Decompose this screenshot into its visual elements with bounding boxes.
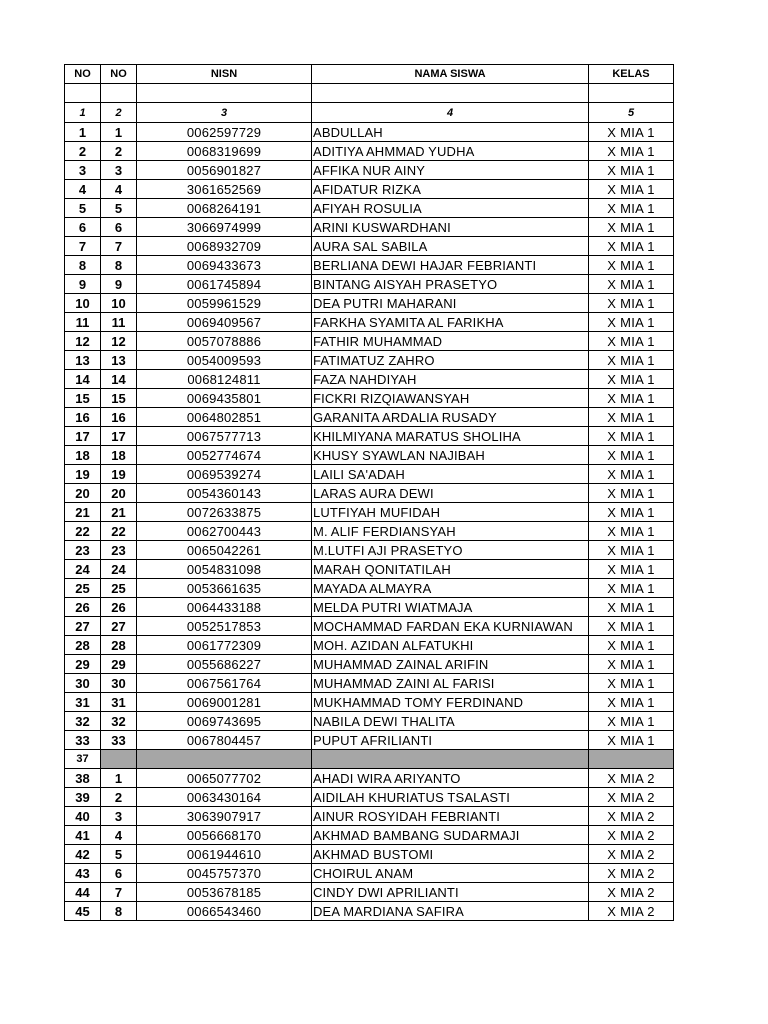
student-name: AFIYAH ROSULIA bbox=[312, 199, 589, 218]
nisn-cell: 0064433188 bbox=[137, 598, 312, 617]
shaded-cell bbox=[101, 750, 137, 769]
class-cell: X MIA 1 bbox=[589, 123, 674, 142]
table-row bbox=[65, 807, 674, 826]
row-number: 25 bbox=[65, 579, 101, 598]
nisn-cell: 3066974999 bbox=[137, 218, 312, 237]
class-number: 8 bbox=[101, 902, 137, 921]
student-name: AFFIKA NUR AINY bbox=[312, 161, 589, 180]
table-row bbox=[65, 256, 674, 275]
shaded-cell bbox=[589, 750, 674, 769]
empty-cell bbox=[312, 84, 589, 103]
nisn-cell: 0068124811 bbox=[137, 370, 312, 389]
row-number: 3 bbox=[65, 161, 101, 180]
row-number: 26 bbox=[65, 598, 101, 617]
table-row bbox=[65, 294, 674, 313]
nisn-cell: 0045757370 bbox=[137, 864, 312, 883]
row-number: 5 bbox=[65, 199, 101, 218]
class-number: 18 bbox=[101, 446, 137, 465]
student-name: KHILMIYANA MARATUS SHOLIHA bbox=[312, 427, 589, 446]
class-cell: X MIA 1 bbox=[589, 446, 674, 465]
student-name: FATHIR MUHAMMAD bbox=[312, 332, 589, 351]
row-number: 14 bbox=[65, 370, 101, 389]
row-number: 40 bbox=[65, 807, 101, 826]
shaded-cell bbox=[312, 750, 589, 769]
class-cell: X MIA 1 bbox=[589, 237, 674, 256]
class-number: 17 bbox=[101, 427, 137, 446]
nisn-cell: 0057078886 bbox=[137, 332, 312, 351]
nisn-cell: 3061652569 bbox=[137, 180, 312, 199]
nisn-cell: 0067577713 bbox=[137, 427, 312, 446]
student-name: MUHAMMAD ZAINI AL FARISI bbox=[312, 674, 589, 693]
class-number: 31 bbox=[101, 693, 137, 712]
student-name: DEA MARDIANA SAFIRA bbox=[312, 902, 589, 921]
class-cell: X MIA 1 bbox=[589, 636, 674, 655]
class-number: 26 bbox=[101, 598, 137, 617]
class-mia1-rows bbox=[65, 123, 674, 750]
class-cell: X MIA 1 bbox=[589, 617, 674, 636]
nisn-cell: 0069743695 bbox=[137, 712, 312, 731]
table-row bbox=[65, 484, 674, 503]
student-name: FAZA NAHDIYAH bbox=[312, 370, 589, 389]
nisn-cell: 0064802851 bbox=[137, 408, 312, 427]
table-row bbox=[65, 769, 674, 788]
header-nisn: NISN bbox=[137, 65, 312, 84]
class-cell: X MIA 1 bbox=[589, 655, 674, 674]
student-name: ARINI KUSWARDHANI bbox=[312, 218, 589, 237]
class-number: 5 bbox=[101, 845, 137, 864]
row-number: 27 bbox=[65, 617, 101, 636]
nisn-cell: 0068264191 bbox=[137, 199, 312, 218]
student-name: DEA PUTRI MAHARANI bbox=[312, 294, 589, 313]
table-row bbox=[65, 541, 674, 560]
class-number: 11 bbox=[101, 313, 137, 332]
class-number: 33 bbox=[101, 731, 137, 750]
row-number: 21 bbox=[65, 503, 101, 522]
class-number: 23 bbox=[101, 541, 137, 560]
student-name: AIDILAH KHURIATUS TSALASTI bbox=[312, 788, 589, 807]
class-number: 3 bbox=[101, 161, 137, 180]
nisn-cell: 0062597729 bbox=[137, 123, 312, 142]
student-name: AKHMAD BAMBANG SUDARMAJI bbox=[312, 826, 589, 845]
class-cell: X MIA 1 bbox=[589, 579, 674, 598]
empty-cell bbox=[65, 84, 101, 103]
header-row bbox=[65, 65, 674, 84]
column-number: 2 bbox=[101, 103, 137, 123]
row-number: 15 bbox=[65, 389, 101, 408]
class-cell: X MIA 1 bbox=[589, 332, 674, 351]
student-name: PUPUT AFRILIANTI bbox=[312, 731, 589, 750]
class-cell: X MIA 2 bbox=[589, 864, 674, 883]
student-name: LAILI SA'ADAH bbox=[312, 465, 589, 484]
row-number: 17 bbox=[65, 427, 101, 446]
nisn-cell: 0054360143 bbox=[137, 484, 312, 503]
class-number: 3 bbox=[101, 807, 137, 826]
class-cell: X MIA 2 bbox=[589, 902, 674, 921]
table-row bbox=[65, 161, 674, 180]
class-number: 22 bbox=[101, 522, 137, 541]
row-number: 10 bbox=[65, 294, 101, 313]
class-number: 24 bbox=[101, 560, 137, 579]
class-number: 28 bbox=[101, 636, 137, 655]
table-row bbox=[65, 142, 674, 161]
table-row bbox=[65, 636, 674, 655]
table-row bbox=[65, 218, 674, 237]
nisn-cell: 0068319699 bbox=[137, 142, 312, 161]
table-row bbox=[65, 579, 674, 598]
table-row bbox=[65, 199, 674, 218]
nisn-cell: 0061745894 bbox=[137, 275, 312, 294]
nisn-cell: 0067561764 bbox=[137, 674, 312, 693]
row-number: 29 bbox=[65, 655, 101, 674]
table-row bbox=[65, 902, 674, 921]
row-number: 32 bbox=[65, 712, 101, 731]
nisn-cell: 0061944610 bbox=[137, 845, 312, 864]
nisn-cell: 0069001281 bbox=[137, 693, 312, 712]
class-cell: X MIA 1 bbox=[589, 142, 674, 161]
class-number: 2 bbox=[101, 142, 137, 161]
class-cell: X MIA 1 bbox=[589, 503, 674, 522]
class-number: 4 bbox=[101, 826, 137, 845]
student-name: LUTFIYAH MUFIDAH bbox=[312, 503, 589, 522]
class-cell: X MIA 1 bbox=[589, 256, 674, 275]
class-mia2-rows bbox=[65, 769, 674, 921]
row-number: 41 bbox=[65, 826, 101, 845]
row-number: 33 bbox=[65, 731, 101, 750]
table-row bbox=[65, 503, 674, 522]
nisn-cell: 0067804457 bbox=[137, 731, 312, 750]
table-row bbox=[65, 180, 674, 199]
class-number: 21 bbox=[101, 503, 137, 522]
class-number: 8 bbox=[101, 256, 137, 275]
student-name: CHOIRUL ANAM bbox=[312, 864, 589, 883]
table-row bbox=[65, 427, 674, 446]
class-cell: X MIA 2 bbox=[589, 788, 674, 807]
table-row bbox=[65, 123, 674, 142]
nisn-cell: 0066543460 bbox=[137, 902, 312, 921]
nisn-cell: 0069539274 bbox=[137, 465, 312, 484]
class-cell: X MIA 1 bbox=[589, 180, 674, 199]
student-name: MELDA PUTRI WIATMAJA bbox=[312, 598, 589, 617]
table-row bbox=[65, 370, 674, 389]
table-row bbox=[65, 465, 674, 484]
class-number: 1 bbox=[101, 123, 137, 142]
class-cell: X MIA 1 bbox=[589, 484, 674, 503]
class-number: 27 bbox=[101, 617, 137, 636]
class-number: 7 bbox=[101, 237, 137, 256]
class-number: 30 bbox=[101, 674, 137, 693]
student-name: MUKHAMMAD TOMY FERDINAND bbox=[312, 693, 589, 712]
row-number: 18 bbox=[65, 446, 101, 465]
student-name: ABDULLAH bbox=[312, 123, 589, 142]
student-name: AFIDATUR RIZKA bbox=[312, 180, 589, 199]
class-number: 12 bbox=[101, 332, 137, 351]
column-number-row bbox=[65, 103, 674, 123]
nisn-cell: 0056668170 bbox=[137, 826, 312, 845]
class-cell: X MIA 1 bbox=[589, 313, 674, 332]
empty-cell bbox=[101, 84, 137, 103]
row-number: 38 bbox=[65, 769, 101, 788]
table-row bbox=[65, 864, 674, 883]
class-cell: X MIA 1 bbox=[589, 541, 674, 560]
table-row bbox=[65, 712, 674, 731]
student-name: FICKRI RIZQIAWANSYAH bbox=[312, 389, 589, 408]
student-name: BERLIANA DEWI HAJAR FEBRIANTI bbox=[312, 256, 589, 275]
table-row bbox=[65, 883, 674, 902]
class-cell: X MIA 1 bbox=[589, 731, 674, 750]
separator-no: 37 bbox=[65, 750, 101, 769]
nisn-cell: 0055686227 bbox=[137, 655, 312, 674]
class-number: 1 bbox=[101, 769, 137, 788]
row-number: 13 bbox=[65, 351, 101, 370]
student-name: FARKHA SYAMITA AL FARIKHA bbox=[312, 313, 589, 332]
nisn-cell: 0054831098 bbox=[137, 560, 312, 579]
student-name: AKHMAD BUSTOMI bbox=[312, 845, 589, 864]
nisn-cell: 0065077702 bbox=[137, 769, 312, 788]
row-number: 1 bbox=[65, 123, 101, 142]
row-number: 24 bbox=[65, 560, 101, 579]
nisn-cell: 0069433673 bbox=[137, 256, 312, 275]
row-number: 4 bbox=[65, 180, 101, 199]
row-number: 11 bbox=[65, 313, 101, 332]
class-cell: X MIA 1 bbox=[589, 294, 674, 313]
nisn-cell: 0061772309 bbox=[137, 636, 312, 655]
class-cell: X MIA 2 bbox=[589, 845, 674, 864]
student-name: BINTANG AISYAH PRASETYO bbox=[312, 275, 589, 294]
class-cell: X MIA 1 bbox=[589, 693, 674, 712]
table-row bbox=[65, 351, 674, 370]
separator-row bbox=[65, 750, 674, 769]
student-name: M. ALIF FERDIANSYAH bbox=[312, 522, 589, 541]
class-number: 20 bbox=[101, 484, 137, 503]
nisn-cell: 0072633875 bbox=[137, 503, 312, 522]
student-name: MUHAMMAD ZAINAL ARIFIN bbox=[312, 655, 589, 674]
student-name: CINDY DWI APRILIANTI bbox=[312, 883, 589, 902]
student-name: LARAS AURA DEWI bbox=[312, 484, 589, 503]
class-cell: X MIA 1 bbox=[589, 712, 674, 731]
table-row bbox=[65, 655, 674, 674]
class-number: 29 bbox=[101, 655, 137, 674]
nisn-cell: 0056901827 bbox=[137, 161, 312, 180]
class-number: 15 bbox=[101, 389, 137, 408]
student-name: GARANITA ARDALIA RUSADY bbox=[312, 408, 589, 427]
class-cell: X MIA 1 bbox=[589, 427, 674, 446]
nisn-cell: 0053661635 bbox=[137, 579, 312, 598]
row-number: 7 bbox=[65, 237, 101, 256]
row-number: 9 bbox=[65, 275, 101, 294]
student-name: ADITIYA AHMMAD YUDHA bbox=[312, 142, 589, 161]
student-name: NABILA DEWI THALITA bbox=[312, 712, 589, 731]
header-no: NO bbox=[65, 65, 101, 84]
student-name: MOCHAMMAD FARDAN EKA KURNIAWAN bbox=[312, 617, 589, 636]
row-number: 45 bbox=[65, 902, 101, 921]
student-name: KHUSY SYAWLAN NAJIBAH bbox=[312, 446, 589, 465]
table-row bbox=[65, 389, 674, 408]
row-number: 19 bbox=[65, 465, 101, 484]
header-no-class: NO bbox=[101, 65, 137, 84]
row-number: 44 bbox=[65, 883, 101, 902]
row-number: 39 bbox=[65, 788, 101, 807]
table-row bbox=[65, 522, 674, 541]
class-cell: X MIA 1 bbox=[589, 370, 674, 389]
class-cell: X MIA 1 bbox=[589, 598, 674, 617]
nisn-cell: 0069409567 bbox=[137, 313, 312, 332]
separator-block bbox=[65, 750, 674, 769]
class-number: 19 bbox=[101, 465, 137, 484]
table-row bbox=[65, 446, 674, 465]
table-row bbox=[65, 275, 674, 294]
student-name: AURA SAL SABILA bbox=[312, 237, 589, 256]
class-number: 16 bbox=[101, 408, 137, 427]
class-cell: X MIA 2 bbox=[589, 807, 674, 826]
class-number: 4 bbox=[101, 180, 137, 199]
class-cell: X MIA 1 bbox=[589, 351, 674, 370]
class-cell: X MIA 1 bbox=[589, 161, 674, 180]
class-number: 6 bbox=[101, 218, 137, 237]
row-number: 42 bbox=[65, 845, 101, 864]
table-row bbox=[65, 560, 674, 579]
class-cell: X MIA 1 bbox=[589, 674, 674, 693]
student-name: FATIMATUZ ZAHRO bbox=[312, 351, 589, 370]
table-row bbox=[65, 693, 674, 712]
class-cell: X MIA 1 bbox=[589, 560, 674, 579]
row-number: 20 bbox=[65, 484, 101, 503]
class-number: 14 bbox=[101, 370, 137, 389]
table-row bbox=[65, 332, 674, 351]
table-row bbox=[65, 826, 674, 845]
table-row bbox=[65, 598, 674, 617]
class-number: 13 bbox=[101, 351, 137, 370]
nisn-cell: 0062700443 bbox=[137, 522, 312, 541]
class-number: 32 bbox=[101, 712, 137, 731]
column-number: 4 bbox=[312, 103, 589, 123]
empty-cell bbox=[137, 84, 312, 103]
class-number: 6 bbox=[101, 864, 137, 883]
table-row bbox=[65, 313, 674, 332]
row-number: 23 bbox=[65, 541, 101, 560]
class-cell: X MIA 2 bbox=[589, 826, 674, 845]
column-number: 3 bbox=[137, 103, 312, 123]
nisn-cell: 0052774674 bbox=[137, 446, 312, 465]
row-number: 31 bbox=[65, 693, 101, 712]
table-row bbox=[65, 674, 674, 693]
row-number: 6 bbox=[65, 218, 101, 237]
nisn-cell: 3063907917 bbox=[137, 807, 312, 826]
class-number: 25 bbox=[101, 579, 137, 598]
table-row bbox=[65, 731, 674, 750]
nisn-cell: 0059961529 bbox=[137, 294, 312, 313]
header-nama-siswa: NAMA SISWA bbox=[312, 65, 589, 84]
table-row bbox=[65, 237, 674, 256]
student-table bbox=[64, 64, 674, 921]
column-number: 5 bbox=[589, 103, 674, 123]
nisn-cell: 0053678185 bbox=[137, 883, 312, 902]
student-name: MARAH QONITATILAH bbox=[312, 560, 589, 579]
class-number: 5 bbox=[101, 199, 137, 218]
row-number: 43 bbox=[65, 864, 101, 883]
table-row bbox=[65, 408, 674, 427]
nisn-cell: 0065042261 bbox=[137, 541, 312, 560]
student-name: MOH. AZIDAN ALFATUKHI bbox=[312, 636, 589, 655]
column-number: 1 bbox=[65, 103, 101, 123]
row-number: 2 bbox=[65, 142, 101, 161]
student-name: AHADI WIRA ARIYANTO bbox=[312, 769, 589, 788]
row-number: 30 bbox=[65, 674, 101, 693]
nisn-cell: 0069435801 bbox=[137, 389, 312, 408]
class-number: 10 bbox=[101, 294, 137, 313]
table-row bbox=[65, 788, 674, 807]
student-name: MAYADA ALMAYRA bbox=[312, 579, 589, 598]
class-cell: X MIA 2 bbox=[589, 769, 674, 788]
row-number: 16 bbox=[65, 408, 101, 427]
row-number: 8 bbox=[65, 256, 101, 275]
class-cell: X MIA 1 bbox=[589, 522, 674, 541]
empty-cell bbox=[589, 84, 674, 103]
nisn-cell: 0052517853 bbox=[137, 617, 312, 636]
student-name: M.LUTFI AJI PRASETYO bbox=[312, 541, 589, 560]
class-cell: X MIA 1 bbox=[589, 389, 674, 408]
row-number: 28 bbox=[65, 636, 101, 655]
class-cell: X MIA 1 bbox=[589, 408, 674, 427]
class-cell: X MIA 1 bbox=[589, 465, 674, 484]
table-row bbox=[65, 845, 674, 864]
class-number: 7 bbox=[101, 883, 137, 902]
class-cell: X MIA 2 bbox=[589, 883, 674, 902]
row-number: 22 bbox=[65, 522, 101, 541]
shaded-cell bbox=[137, 750, 312, 769]
class-cell: X MIA 1 bbox=[589, 275, 674, 294]
nisn-cell: 0068932709 bbox=[137, 237, 312, 256]
row-number: 12 bbox=[65, 332, 101, 351]
empty-row bbox=[65, 84, 674, 103]
table-row bbox=[65, 617, 674, 636]
header-kelas: KELAS bbox=[589, 65, 674, 84]
class-number: 9 bbox=[101, 275, 137, 294]
class-cell: X MIA 1 bbox=[589, 218, 674, 237]
nisn-cell: 0054009593 bbox=[137, 351, 312, 370]
class-cell: X MIA 1 bbox=[589, 199, 674, 218]
student-name: AINUR ROSYIDAH FEBRIANTI bbox=[312, 807, 589, 826]
class-number: 2 bbox=[101, 788, 137, 807]
nisn-cell: 0063430164 bbox=[137, 788, 312, 807]
